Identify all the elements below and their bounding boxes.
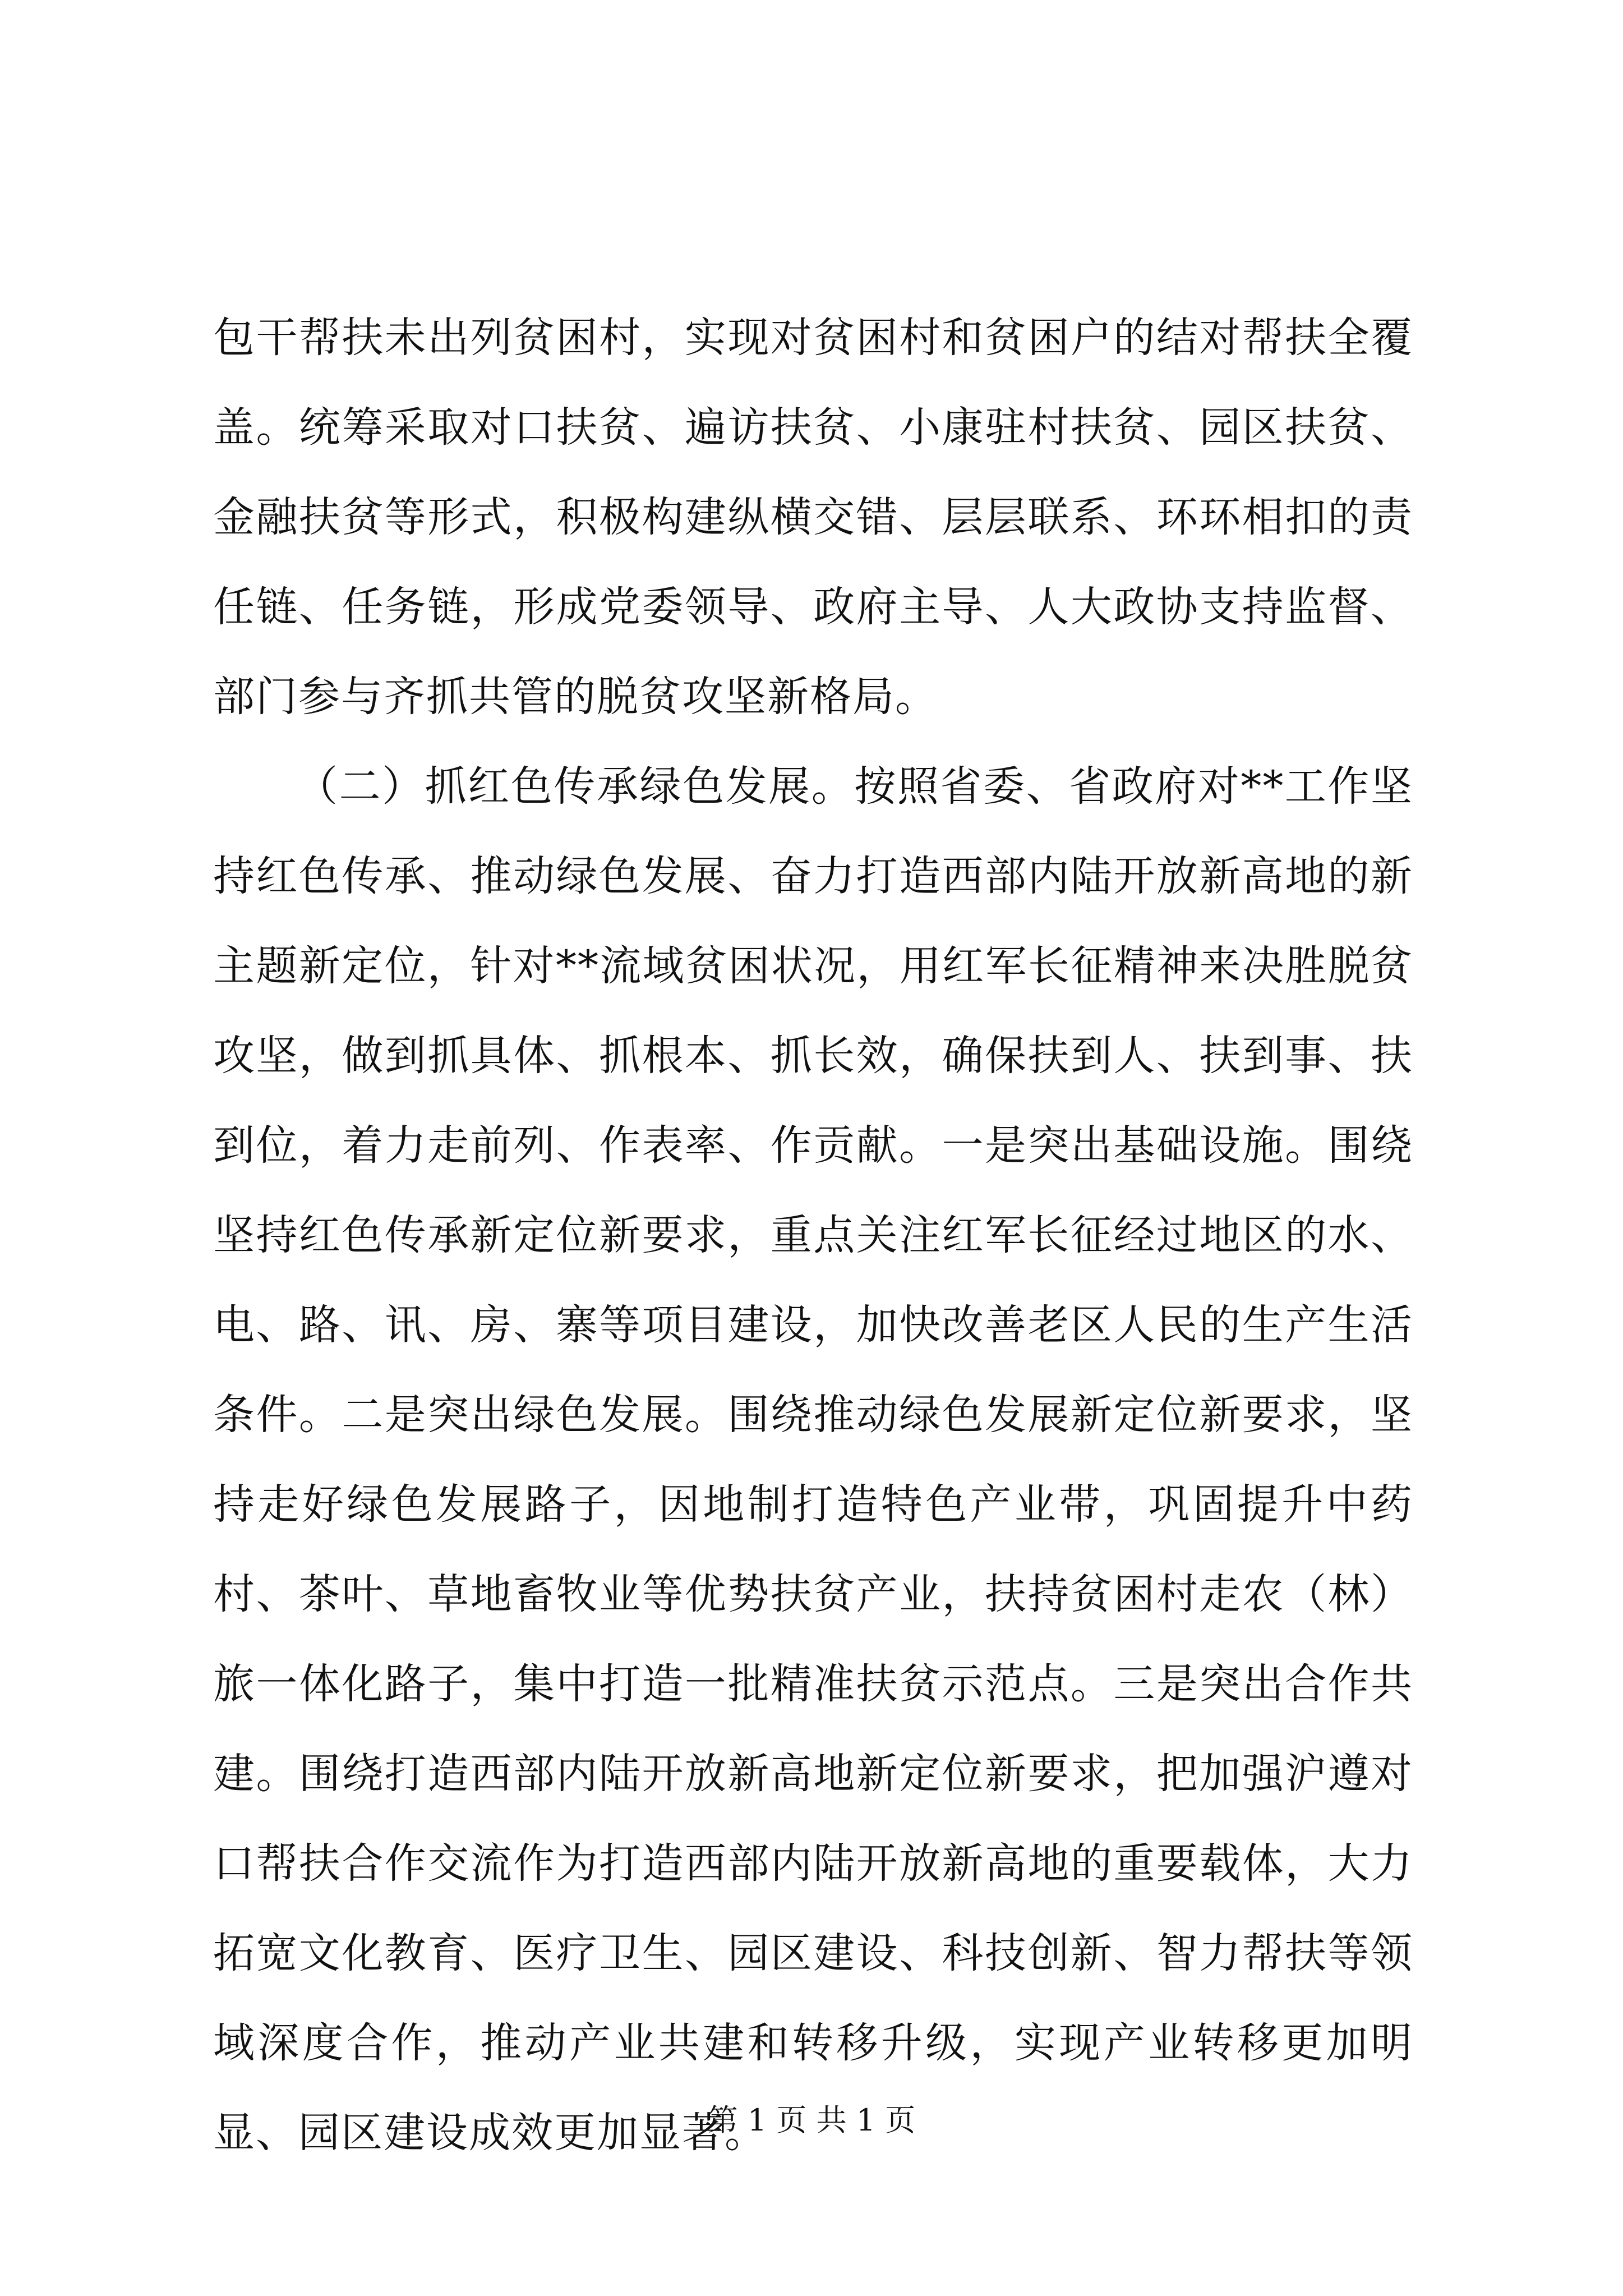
paragraph-red-green-development: （二）抓红色传承绿色发展。按照省委、省政府对**工作坚持红色传承、推动绿色发展、奋力打造西部内陆开放新高地的新主题新定位，针对**流域贫困状况，用红军长征精神来决胜脱贫攻坚，做到抓具体、抓根本、抓长效，确保扶到人、扶到事、扶到位，着力走前列、作表率、作贡献。一是突出基础设施。围绕坚持红色传承新定位新要求，重点关注红军长征经过地区的水、电、路、讯、房、寨等项目建设，加快改善老区人民的生产生活条件。二是突出绿色发展。围绕推动绿色发展新定位新要求，坚持走好绿色发展路子，因地制打造特色产业带，巩固提升中药村、茶叶、草地畜牧业等优势扶贫产业，扶持贫困村走农（林）旅一体化路子，集中打造一批精准扶贫示范点。三是突出合作共建。围绕打造西部内陆开放新高地新定位新要求，把加强沪遵对口帮扶合作交流作为打造西部内陆开放新高地的重要载体，大力拓宽文化教育、医疗卫生、园区建设、科技创新、智力帮扶等领域深度合作，推动产业共建和转移升级，实现产业转移更加明显、园区建设成效更加显著。 [213,762,1413,2157]
paragraph-continuation: 包干帮扶未出列贫困村，实现对贫困村和贫困户的结对帮扶全覆盖。统筹采取对口扶贫、遍访扶贫、小康驻村扶贫、园区扶贫、金融扶贫等形式，积极构建纵横交错、层层联系、环环相扣的责任链、任务链，形成党委领导、政府主导、人大政协支持监督、部门参与齐抓共管的脱贫攻坚新格局。 [213,314,1413,721]
page-number-footer: 第 1 页 共 1 页 [707,2102,916,2138]
document-body [213,293,1413,2178]
